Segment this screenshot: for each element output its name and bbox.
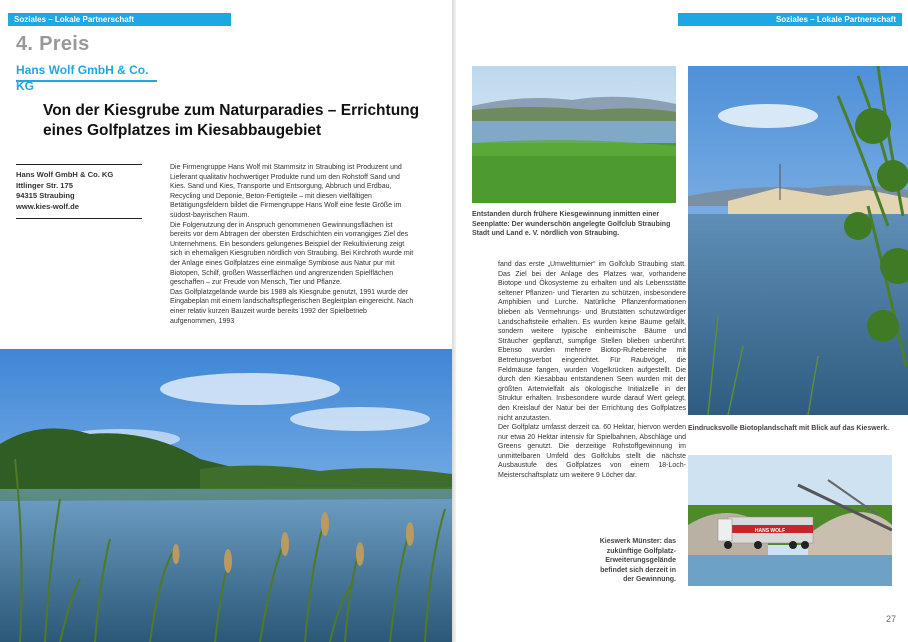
page-number: 27 (885, 614, 896, 624)
address-website: www.kies-wolf.de (16, 201, 80, 211)
article-paragraph: Die Firmengruppe Hans Wolf mit Stammsitz in Straubing ist Produzent und Lieferant qualitativ hochwertiger Produkte rund um den Rohstoff Sand und Kies. Sand und Kies, Transporte und Entsorgung, Abbruch und Erdbau, Recycling und Deponie, Beton-Fertigteile – mit diesen vielfältigen Betätigungsfeldern bildet die Firmengruppe Hans Wolf eine feste Größe im südost-bayrischen Raum. (170, 164, 402, 219)
article-paragraph: Der Golfplatz umfasst derzeit ca. 60 Hektar, hiervon werden nur etwa 20 Hektar intensiv für Spielbahnen, Abschläge und Greens genutzt. Die derzeitige Rohstoffgewinnung im unmittelbaren Umfeld des Golfclubs stellt die nächste Ausbaustufe des Golfplatzes von einem 18-Loch-Meisterschaftsplatz um weitere 9 Löcher dar. (498, 424, 686, 480)
prize-heading: 4. Preis (16, 33, 90, 55)
left-page (0, 0, 452, 642)
article-paragraph: fand das erste „Umweltturnier“ im Golfclub Straubing statt. Das Ziel bei der Anlage des Platzes war, vorhandene Biotope und Ökosysteme zu erhalten und als Lebensstätte seltener Pflanzen- und Tierarten zu schützen, insbesondere Amphibien und Lurche. Natürliche Pflanzenformationen blieben als Vermehrungs- und Brutstätten schutzwürdiger Landschaftsteile erhalten. Es wurden keine Bäume gefällt, sondern weitere typische einheimische Bäume und Sträucher gepflanzt, sumpfige Stellen blieben unberührt. Ebenso wurden mehrere Biotop-Ruhebereiche mit Betretungsverbot eingerichtet. Für Raubvögel, die Feldmäuse fangen, wurden Vogelkrücken aufgestellt. Die durch den Kiesabbau entstandenen Seen wurden mit der größten Artenvielfalt als ökologische Initialzelle in der Struktur erhalten. Insbesondere wurde darauf Wert gelegt, den Kreislauf der Natur bei der Errichtung des Golfplatzes nicht anzutasten. (498, 261, 686, 422)
golf-caption: Entstanden durch frühere Kiesgewinnung inmitten einer Seenplatte: Der wunderschön angelegte Golfclub Straubing Stadt und Land e. V. nördlich von Straubing. (472, 211, 671, 238)
biotop-lake-photo (688, 66, 908, 415)
address-street: Ittlinger Str. 175 (16, 180, 73, 190)
section-band-right: Soziales – Lokale Partnerschaft (678, 13, 902, 26)
truck-logo: HANS WOLF (754, 528, 786, 534)
golf-course-photo (472, 66, 676, 203)
address-city: 94315 Straubing (16, 191, 75, 200)
company-name: Hans Wolf GmbH & Co. KG (16, 62, 157, 82)
article-paragraph: Das Golfplatzgelände wurde bis 1989 als Kiesgrube genutzt, 1991 wurde der Eingabeplan mit einem landschaftspflegerischen Begleitplan eingereicht. Nach einer relativ kurzen Bauzeit wurde bereits 1992 der Spielbetrieb aufgenommen, 1993 (170, 288, 414, 325)
section-band-left: Soziales – Lokale Partnerschaft (8, 13, 231, 26)
article-headline: Von der Kiesgrube zum Naturparadies – Errichtung eines Golfplatzes im Kiesabbaugebiet (43, 102, 420, 139)
company-address (16, 164, 142, 219)
article-text-right (498, 260, 686, 481)
biotop-caption: Eindrucksvolle Biotoplandschaft mit Blick auf das Kieswerk. (688, 425, 890, 432)
article-text-left (170, 163, 414, 326)
article-paragraph: Die Folgenutzung der in Anspruch genommenen Gewinnungsflächen ist bereits vor dem Abtragen der obersten Erdschichten ein vorrangiges Ziel des Unternehmens. Ein besonders gelungenes Beispiel der Rekultivierung zeigt sich in ehemaligen Kiesgruben nördlich von Straubing. Bei Kirchroth wurde mit der Anlage eines Golfplatzes eine einmalige Symbiose aus Natur pur mit Biotopen, Schilf, großen Wasserflächen und angrenzenden Spielflächen geschaffen – zur Freude von Mensch, Tier und Pflanze. (170, 221, 414, 287)
right-page (456, 0, 908, 642)
lake-reeds-photo (0, 349, 452, 642)
kieswerk-truck-photo (688, 455, 892, 586)
kieswerk-caption: Kieswerk Münster: das zukünftige Golfplatz-Erweiterungsgelände befindet sich derzeit in der Gewinnung. (599, 538, 676, 584)
address-company: Hans Wolf GmbH & Co. KG (16, 170, 114, 179)
